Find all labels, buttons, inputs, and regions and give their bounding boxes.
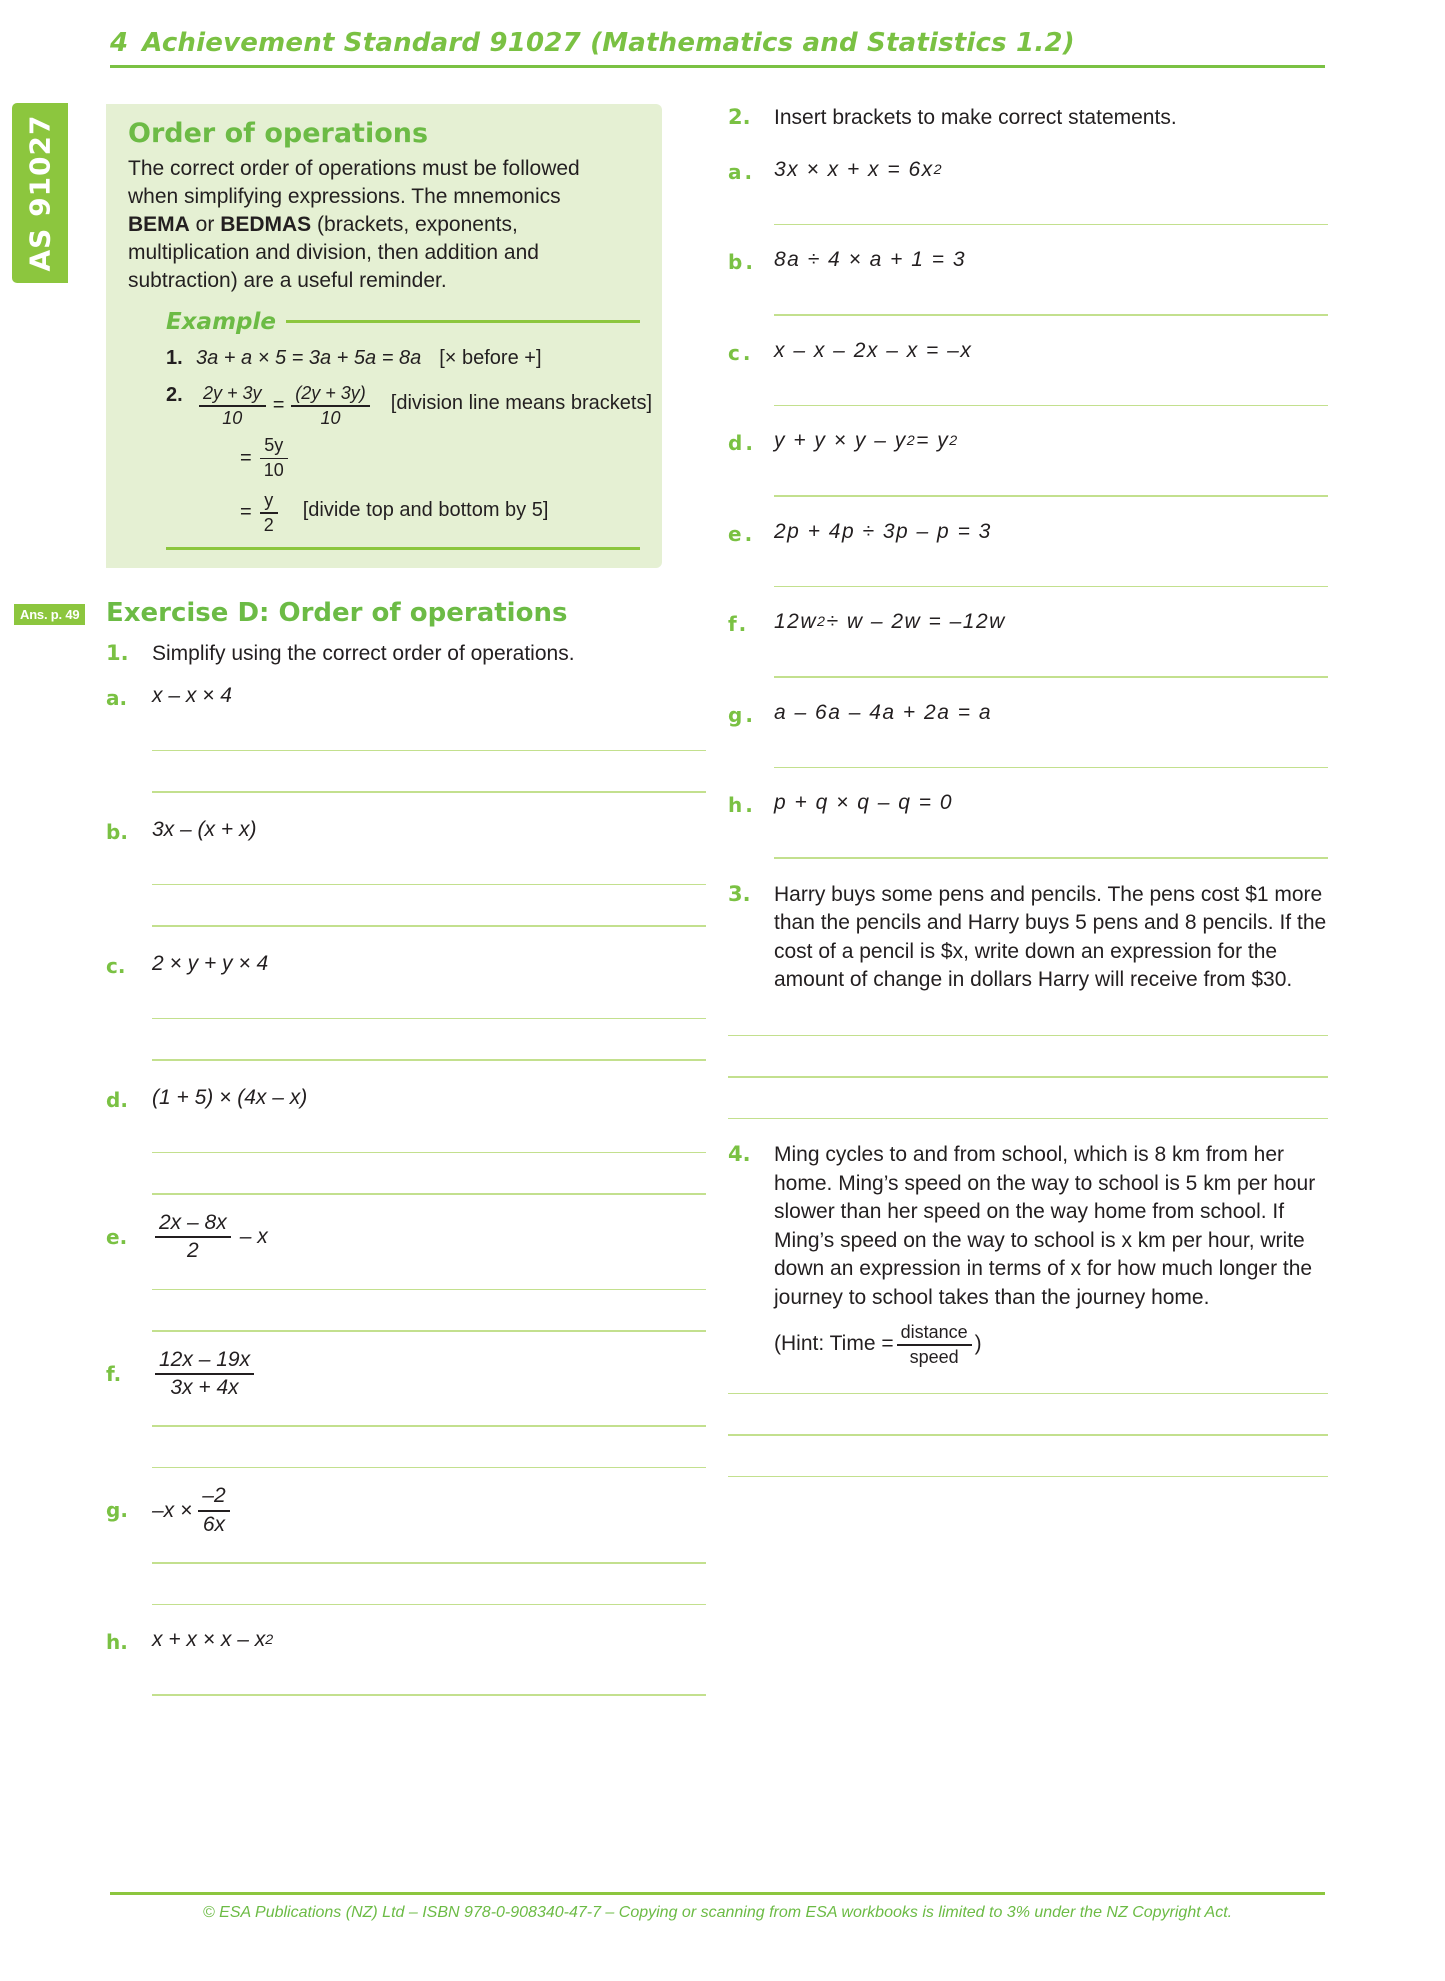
info-line-3-rest: (brackets, exponents, — [311, 212, 518, 236]
question-1-part-g-fraction — [198, 1485, 229, 1536]
question-1-number: 1. — [106, 641, 129, 666]
example-fraction-4-denominator: 2 — [263, 514, 274, 535]
example-item-1-note: [× before +] — [439, 346, 542, 369]
example-bottom-rule — [166, 547, 640, 550]
question-2-part-e-expression: 2p + 4p ÷ 3p – p = 3 — [774, 519, 992, 543]
hint-prefix: (Hint: Time = — [774, 1332, 894, 1356]
answer-line[interactable] — [152, 791, 706, 793]
question-3 — [728, 881, 1328, 995]
fraction-denominator: speed — [909, 1346, 959, 1367]
answer-line[interactable] — [152, 1059, 706, 1061]
example-fraction-1-denominator: 10 — [222, 407, 243, 428]
example-equals-2: = — [240, 446, 252, 469]
example-fraction-4-numerator: y — [264, 489, 274, 510]
question-1-part-h-letter: h. — [106, 1630, 128, 1655]
fraction-bar — [260, 458, 288, 460]
info-mid: or — [189, 212, 221, 236]
example-item-4 — [166, 491, 640, 535]
question-2-text: Insert brackets to make correct statements. — [774, 106, 1177, 129]
question-1-part-a-expression: x – x × 4 — [152, 683, 232, 707]
page-number: 4 — [110, 28, 129, 58]
question-2-part-e — [728, 519, 1328, 546]
example-block — [166, 308, 652, 550]
answer-line[interactable] — [152, 1330, 706, 1332]
answer-line[interactable] — [728, 1476, 1328, 1478]
example-item-3-expression — [240, 436, 291, 480]
question-1-part-g-expression — [152, 1484, 233, 1536]
example-fraction-2 — [291, 384, 370, 428]
info-box-body — [128, 155, 640, 295]
mnemonic-bedmas: BEDMAS — [220, 212, 312, 236]
question-1-part-f-expression — [152, 1348, 257, 1400]
example-fraction-4 — [260, 491, 278, 535]
answer-line[interactable] — [774, 314, 1328, 316]
question-2 — [728, 104, 1328, 133]
fraction-denominator: 2 — [187, 1238, 199, 1262]
fraction-numerator: distance — [900, 1321, 968, 1342]
answer-line[interactable] — [774, 495, 1328, 497]
fraction-bar — [291, 405, 370, 407]
question-2-part-b-letter: b. — [728, 250, 756, 275]
exercise-title: Exercise D: Order of operations — [106, 598, 568, 629]
fraction-numerator: 12x – 19x — [159, 1347, 251, 1371]
question-1-part-g-letter: g. — [106, 1498, 128, 1523]
question-3-number: 3. — [728, 881, 751, 906]
hint-suffix: ) — [974, 1332, 982, 1356]
question-4 — [728, 1141, 1328, 1312]
fraction-numerator: –2 — [202, 1484, 226, 1508]
question-1-part-h-base: x + x × x – x — [152, 1628, 266, 1652]
info-line-1: The correct order of operations must be followed — [128, 157, 580, 180]
example-item-4-expression — [240, 491, 281, 535]
page-footer — [110, 1892, 1325, 1922]
fraction-numerator: 2x – 8x — [159, 1210, 227, 1234]
question-2-part-b-expression: 8a ÷ 4 × a + 1 = 3 — [774, 248, 967, 272]
question-2-part-c-letter: c. — [728, 340, 754, 365]
fraction-denominator: 3x + 4x — [170, 1375, 239, 1399]
question-2-part-a-expression: 3x × x + x = 6x 2 — [774, 157, 944, 181]
example-item-2-expression — [196, 382, 373, 428]
question-2-part-b — [728, 247, 1328, 274]
answer-line[interactable] — [152, 1694, 706, 1696]
page-title-text: Achievement Standard 91027 (Mathematics and Statistics 1.2) — [142, 28, 1075, 58]
question-1-part-f-fraction — [155, 1349, 254, 1400]
page-header — [110, 28, 1325, 68]
standard-side-tab — [12, 103, 68, 283]
example-item-2 — [166, 382, 652, 428]
exercise-heading — [20, 598, 706, 629]
question-2-part-g — [728, 700, 1328, 727]
page-title — [110, 28, 1325, 58]
example-fraction-3-denominator: 10 — [263, 460, 284, 481]
example-item-3 — [166, 436, 640, 480]
answer-line[interactable] — [152, 1193, 706, 1195]
question-1-part-e-fraction — [155, 1212, 231, 1263]
footer-rule — [110, 1892, 1325, 1895]
standard-side-tab-label: AS 91027 — [23, 114, 57, 272]
question-1-part-h-expression: x + x × x – x 2 — [152, 1628, 274, 1652]
answer-line[interactable] — [152, 1604, 706, 1606]
answer-line[interactable] — [774, 224, 1328, 226]
example-fraction-3-numerator: 5y — [264, 435, 284, 456]
footer-copyright-text: © ESA Publications (NZ) Ltd – ISBN 978-0-908340-47-7 – Copying or scanning from ESA workbooks is limited to 3% under the NZ Copyright Act. — [202, 1903, 1233, 1921]
expression-base: 3x × x + x = 6x — [774, 157, 934, 181]
example-item-1-expression: 3a + a × 5 = 3a + 5a = 8a — [196, 346, 422, 369]
question-1-part-e-suffix: – x — [239, 1225, 268, 1249]
question-1-part-b — [106, 817, 706, 844]
example-label: Example — [166, 308, 276, 335]
question-1-part-c-letter: c. — [106, 953, 126, 978]
question-1-part-g-prefix: –x × — [152, 1498, 193, 1522]
question-1-part-b-expression: 3x – (x + x) — [152, 817, 257, 841]
example-fraction-3 — [260, 436, 288, 480]
example-item-1-number: 1. — [166, 346, 183, 369]
right-column — [728, 104, 1328, 1477]
mnemonic-bema: BEMA — [128, 212, 190, 236]
question-2-part-g-expression: a – 6a – 4a + 2a = a — [774, 700, 992, 724]
question-2-part-f — [728, 609, 1328, 636]
question-4-hint — [728, 1323, 1328, 1367]
example-fraction-1 — [199, 384, 266, 428]
question-2-number: 2. — [728, 105, 751, 129]
order-of-operations-info-box — [106, 104, 662, 568]
expression-tail: ÷ w – 2w = –12w — [826, 610, 1006, 634]
question-2-part-e-letter: e. — [728, 521, 756, 546]
question-1-part-b-letter: b. — [106, 819, 128, 844]
question-2-part-f-expression: 12w 2 ÷ w – 2w = –12w — [774, 610, 1006, 634]
question-1-part-a — [106, 683, 706, 710]
answer-line[interactable] — [774, 405, 1328, 407]
question-1-part-g — [106, 1484, 706, 1536]
question-1-part-f — [106, 1348, 706, 1400]
question-1-part-c — [106, 951, 706, 978]
question-1-part-d-expression: (1 + 5) × (4x – x) — [152, 1085, 308, 1109]
expression-base: 12w — [774, 610, 818, 634]
question-2-part-h-letter: h. — [728, 793, 756, 818]
question-2-part-f-letter: f. — [728, 612, 750, 637]
example-item-2-number: 2. — [166, 383, 183, 406]
question-2-part-a-letter: a. — [728, 159, 756, 184]
example-heading-rule — [286, 320, 640, 323]
question-1-part-e-letter: e. — [106, 1224, 128, 1249]
info-line-5: subtraction) are a useful reminder. — [128, 268, 447, 292]
example-item-2-note: [division line means brackets] — [390, 391, 652, 414]
question-2-part-c — [728, 338, 1328, 365]
answer-line[interactable] — [774, 857, 1328, 859]
example-item-4-note: [divide top and bottom by 5] — [302, 498, 549, 521]
question-4-hint-content — [774, 1323, 982, 1367]
question-2-part-h — [728, 790, 1328, 817]
answer-line[interactable] — [728, 1118, 1328, 1120]
answer-line[interactable] — [152, 925, 706, 927]
example-equals-3: = — [240, 501, 252, 524]
example-fraction-1-numerator: 2y + 3y — [203, 382, 262, 403]
fraction-bar — [199, 405, 266, 407]
example-heading — [166, 309, 640, 335]
question-2-part-c-expression: x – x – 2x – x = –x — [774, 338, 973, 362]
question-2-part-d-expression: y + y × y – y 2 = y 2 — [774, 429, 959, 453]
question-2-part-d-letter: d. — [728, 431, 756, 456]
example-fraction-2-denominator: 10 — [320, 407, 341, 428]
info-line-4: multiplication and division, then addition and — [128, 240, 539, 264]
example-fraction-2-numerator: (2y + 3y) — [295, 382, 366, 403]
answers-page-badge[interactable]: Ans. p. 49 — [14, 604, 85, 625]
fraction-bar — [198, 1510, 229, 1512]
answer-line[interactable] — [774, 676, 1328, 678]
question-2-part-d — [728, 428, 1328, 455]
expression-tail: = y — [916, 429, 950, 453]
question-2-part-h-expression: p + q × q – q = 0 — [774, 791, 954, 815]
fraction-bar — [260, 512, 278, 514]
fraction-bar — [155, 1373, 254, 1375]
question-1-part-e-expression — [152, 1211, 268, 1263]
question-4-text: Ming cycles to and from school, which is 8 km from her home. Ming’s speed on the way to school is 5 km per hour slower than her speed on the way home from school. If Ming’s speed on the way to school is x km per hour, write down an expression in terms of x for how much longer the journey to school takes than the journey home. — [774, 1143, 1316, 1309]
question-1-part-d — [106, 1085, 706, 1112]
question-2-part-g-letter: g. — [728, 702, 756, 727]
fraction-bar — [155, 1236, 231, 1238]
header-rule — [110, 65, 1325, 68]
hint-spacer — [728, 1323, 774, 1324]
question-1-part-e — [106, 1211, 706, 1263]
hint-fraction — [897, 1323, 972, 1367]
question-4-number: 4. — [728, 1142, 751, 1167]
info-line-3 — [128, 211, 640, 239]
answer-line[interactable] — [152, 1467, 706, 1469]
example-item-1 — [166, 345, 640, 370]
info-box-title: Order of operations — [128, 118, 429, 149]
expression-base: y + y × y – y — [774, 429, 907, 453]
question-3-text: Harry buys some pens and pencils. The pens cost $1 more than the pencils and Harry buys 5 pens and 8 pencils. If the cost of a pencil is $x, write down an expression for the amount of change in dollars Harry will receive from $30. — [774, 882, 1327, 992]
question-1-part-f-letter: f. — [106, 1361, 122, 1386]
question-1-part-c-expression: 2 × y + y × 4 — [152, 951, 269, 975]
example-equals-1: = — [272, 394, 285, 417]
question-2-part-a — [728, 157, 1328, 184]
question-1-part-a-letter: a. — [106, 685, 128, 710]
answer-line[interactable] — [774, 767, 1328, 769]
fraction-denominator: 6x — [202, 1512, 226, 1536]
question-1-part-d-letter: d. — [106, 1087, 128, 1112]
answer-line[interactable] — [774, 586, 1328, 588]
question-1-text: Simplify using the correct order of operations. — [152, 642, 575, 666]
info-line-2: when simplifying expressions. The mnemonics — [128, 184, 561, 208]
question-1-part-h — [106, 1627, 706, 1654]
question-1 — [106, 640, 706, 669]
fraction-bar — [897, 1344, 972, 1346]
